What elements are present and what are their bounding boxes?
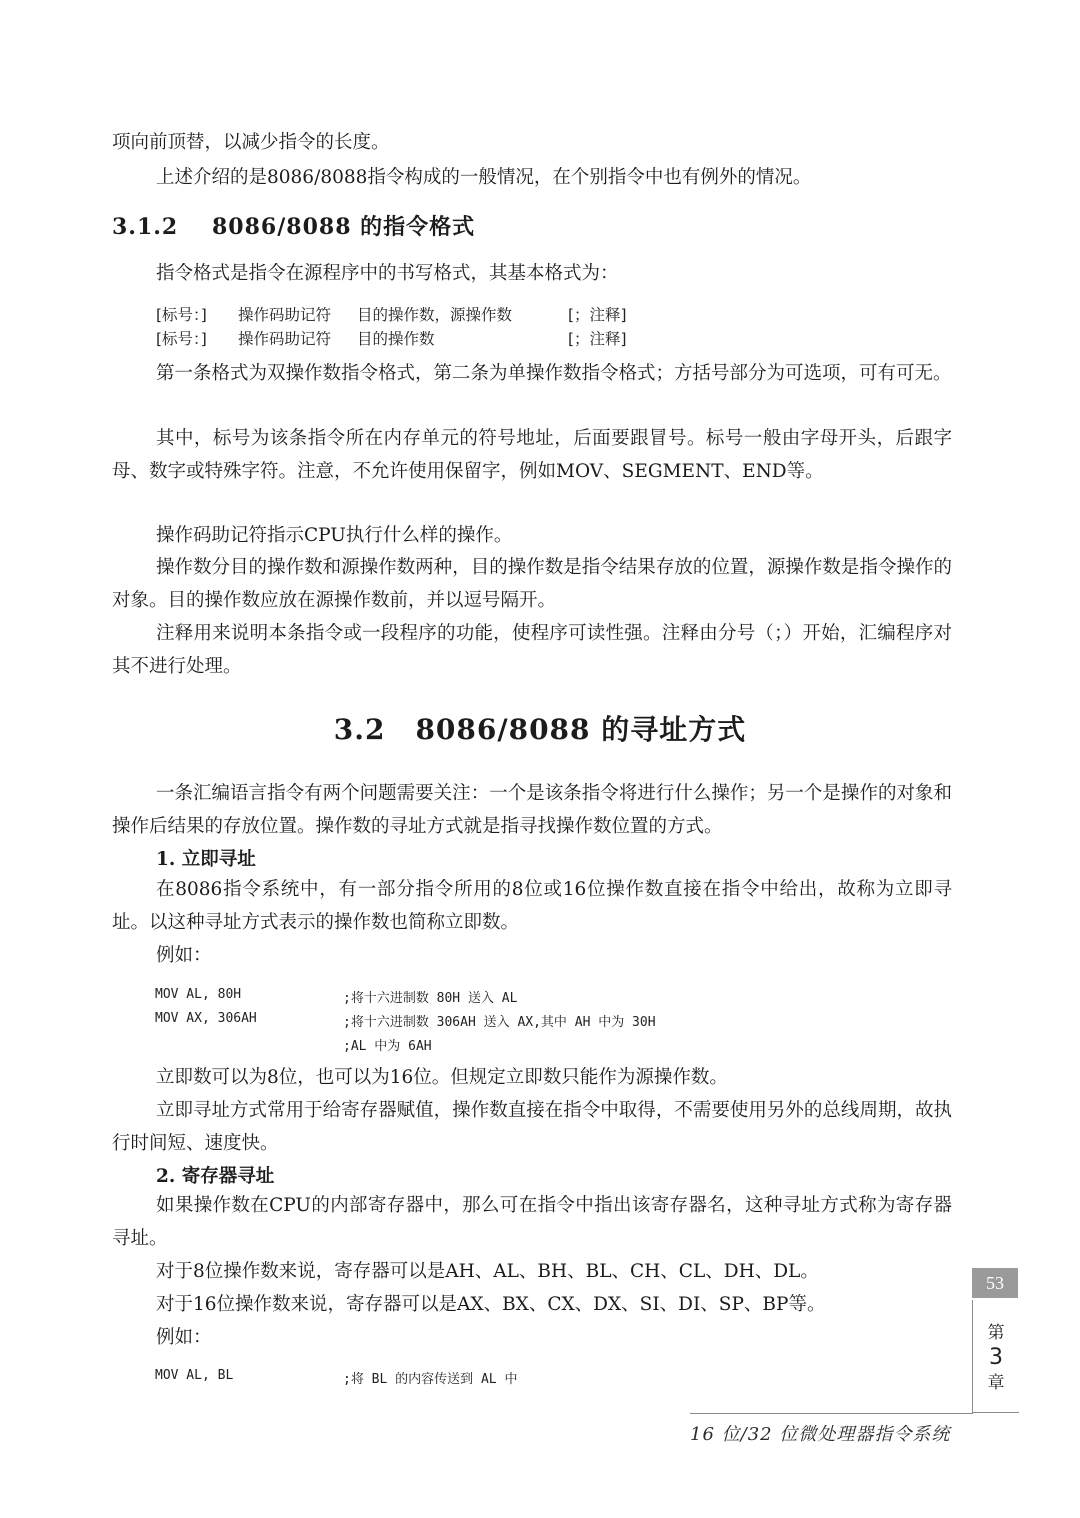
format-comment: [；注释] <box>568 330 627 348</box>
chapter-suffix: 章 <box>987 1373 1005 1393</box>
section-title: 8086/8088 的寻址方式 <box>415 713 747 746</box>
format-explain-paragraph: 第一条格式为双操作数指令格式，第二条为单操作数指令格式；方括号部分为可选项，可有可无。 <box>156 363 952 384</box>
example-label: 例如： <box>156 945 212 966</box>
chapter-tab <box>972 1300 1019 1413</box>
addressing-intro-paragraph: 一条汇编语言指令有两个问题需要关注：一个是该条指令将进行什么操作；另一个是操作的对象和操作后结果的存放位置。操作数的寻址方式就是指寻找操作数位置的方式。 <box>112 783 952 837</box>
label-paragraph: 其中，标号为该条指令所在内存单元的符号地址，后面要跟冒号。标号一般由字母开头，后跟字母、数字或特殊字符。注意，不允许使用保留字，例如MOV、SEGMENT、END等。 <box>112 428 952 482</box>
footer-rule <box>690 1413 973 1414</box>
running-footer: 16 位/32 位微处理器指令系统 <box>690 1424 951 1445</box>
format-label: [标号：] <box>156 330 207 348</box>
comment-paragraph: 注释用来说明本条指令或一段程序的功能，使程序可读性强。注释由分号（；）开始，汇编程序对其不进行处理。 <box>112 623 952 677</box>
format-operands: 目的操作数 <box>357 330 435 348</box>
section-number: 3.1.2 <box>112 214 179 240</box>
code-instruction: MOV AL, BL <box>155 1368 234 1383</box>
continuation-line: 项向前顶替，以减少指令的长度。 <box>112 132 390 153</box>
opcode-paragraph: 操作码助记符指示CPU执行什么样的操作。 <box>156 525 513 546</box>
code-comment: ;将十六进制数 306AH 送入 AX,其中 AH 中为 30H <box>343 1015 656 1030</box>
format-opcode: 操作码助记符 <box>238 330 332 348</box>
section-heading-3-2 <box>0 708 1080 748</box>
register-16bit-paragraph: 对于16位操作数来说，寄存器可以是AX、BX、CX、DX、SI、DI、SP、BP等。 <box>156 1294 826 1315</box>
register-8bit-paragraph: 对于8位操作数来说，寄存器可以是AH、AL、BH、BL、CH、CL、DH、DL。 <box>156 1261 819 1282</box>
operand-paragraph: 操作数分目的操作数和源操作数两种，目的操作数是指令结果存放的位置，源操作数是指令操作的对象。目的操作数应放在源操作数前，并以逗号隔开。 <box>112 557 952 611</box>
subheading-immediate: 1. 立即寻址 <box>156 849 256 870</box>
chapter-prefix: 第 <box>987 1323 1005 1343</box>
chapter-number: 3 <box>989 1345 1003 1370</box>
format-operands: 目的操作数，源操作数 <box>357 306 513 324</box>
page-number-box: 53 <box>972 1268 1018 1298</box>
immediate-usage-paragraph: 立即寻址方式常用于给寄存器赋值，操作数直接在指令中取得，不需要使用另外的总线周期，故执行时间短、速度快。 <box>112 1100 952 1154</box>
code-instruction: MOV AL, 80H <box>155 987 242 1002</box>
code-instruction: MOV AX, 306AH <box>155 1011 257 1026</box>
code-comment: ;AL 中为 6AH <box>343 1039 432 1054</box>
code-comment: ;将 BL 的内容传送到 AL 中 <box>343 1372 518 1387</box>
format-opcode: 操作码助记符 <box>238 306 332 324</box>
immediate-paragraph: 在8086指令系统中，有一部分指令所用的8位或16位操作数直接在指令中给出，故称为立即寻址。以这种寻址方式表示的操作数也简称立即数。 <box>112 879 952 933</box>
example-label: 例如： <box>156 1327 212 1348</box>
section-number: 3.2 <box>333 713 386 746</box>
format-comment: [；注释] <box>568 306 627 324</box>
immediate-rule-paragraph: 立即数可以为8位，也可以为16位。但规定立即数只能作为源操作数。 <box>156 1067 728 1088</box>
section-heading-3-1-2 <box>112 210 475 241</box>
format-intro-paragraph: 指令格式是指令在源程序中的书写格式，其基本格式为： <box>156 263 619 284</box>
format-label: [标号：] <box>156 306 207 324</box>
intro-paragraph: 上述介绍的是8086/8088指令构成的一般情况，在个别指令中也有例外的情况。 <box>156 167 812 188</box>
register-paragraph: 如果操作数在CPU的内部寄存器中，那么可在指令中指出该寄存器名，这种寻址方式称为寄存器寻址。 <box>112 1195 952 1249</box>
subheading-register: 2. 寄存器寻址 <box>156 1166 275 1187</box>
code-comment: ;将十六进制数 80H 送入 AL <box>343 991 518 1006</box>
section-title: 8086/8088 的指令格式 <box>212 214 476 240</box>
